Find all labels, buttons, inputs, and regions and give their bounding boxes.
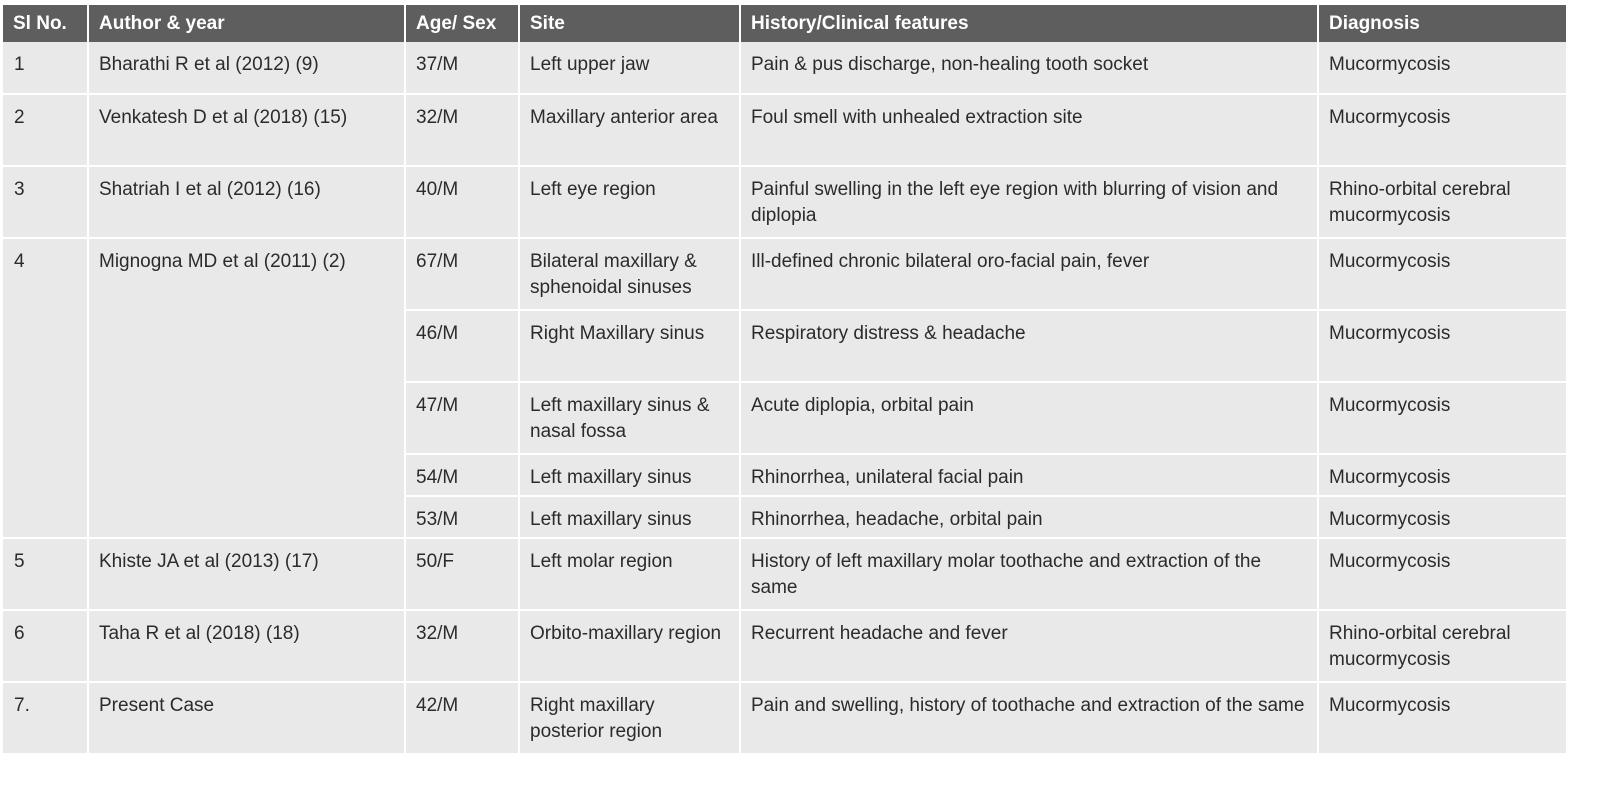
header-author-year: Author & year [88,5,405,42]
cell-site: Left upper jaw [519,42,740,94]
cell-diagnosis: Mucormycosis [1318,382,1566,454]
cell-site: Right maxillary posterior region [519,682,740,754]
cell-diagnosis: Mucormycosis [1318,42,1566,94]
cell-site: Bilateral maxillary & sphenoidal sinuses [519,238,740,310]
cell-site: Left maxillary sinus [519,454,740,496]
cell-diagnosis: Mucormycosis [1318,310,1566,382]
cell-age-sex: 67/M [405,238,519,310]
cell-age-sex: 54/M [405,454,519,496]
table-row [3,166,1566,238]
cell-diagnosis: Mucormycosis [1318,538,1566,610]
cell-author: Taha R et al (2018) (18) [88,610,405,682]
table-row [3,42,1566,94]
cell-author: Bharathi R et al (2012) (9) [88,42,405,94]
table-header [3,5,1566,42]
cell-age-sex: 32/M [405,94,519,166]
cell-site: Left molar region [519,538,740,610]
cell-site: Orbito-maxillary region [519,610,740,682]
cell-history: Recurrent headache and fever [740,610,1318,682]
cell-site: Left maxillary sinus [519,496,740,538]
cell-age-sex: 32/M [405,610,519,682]
header-sl-no: Sl No. [3,5,88,42]
cell-site: Right Maxillary sinus [519,310,740,382]
cell-history: Respiratory distress & headache [740,310,1318,382]
cell-author: Khiste JA et al (2013) (17) [88,538,405,610]
cell-history: Rhinorrhea, unilateral facial pain [740,454,1318,496]
cell-author: Shatriah I et al (2012) (16) [88,166,405,238]
table-body [3,42,1566,754]
cell-age-sex: 46/M [405,310,519,382]
cell-history: Ill-defined chronic bilateral oro-facial pain, fever [740,238,1318,310]
cell-sl-no: 4 [3,238,88,538]
cell-diagnosis: Rhino-orbital cerebral mucormycosis [1318,610,1566,682]
cell-sl-no: 7. [3,682,88,754]
header-row [3,5,1566,42]
header-site: Site [519,5,740,42]
cell-age-sex: 37/M [405,42,519,94]
cell-sl-no: 5 [3,538,88,610]
cell-author: Venkatesh D et al (2018) (15) [88,94,405,166]
cell-site: Left maxillary sinus & nasal fossa [519,382,740,454]
cell-diagnosis: Mucormycosis [1318,496,1566,538]
table-row [3,610,1566,682]
case-reports-table [3,5,1566,755]
cell-site: Maxillary anterior area [519,94,740,166]
table-row [3,238,1566,310]
cell-history: Rhinorrhea, headache, orbital pain [740,496,1318,538]
cell-sl-no: 2 [3,94,88,166]
cell-sl-no: 6 [3,610,88,682]
cell-diagnosis: Mucormycosis [1318,682,1566,754]
cell-site: Left eye region [519,166,740,238]
cell-history: Foul smell with unhealed extraction site [740,94,1318,166]
cell-sl-no: 1 [3,42,88,94]
table-row [3,682,1566,754]
cell-author: Mignogna MD et al (2011) (2) [88,238,405,538]
header-diagnosis: Diagnosis [1318,5,1566,42]
cell-diagnosis: Mucormycosis [1318,94,1566,166]
cell-history: Painful swelling in the left eye region with blurring of vision and diplopia [740,166,1318,238]
cell-diagnosis: Mucormycosis [1318,238,1566,310]
cell-history: Pain and swelling, history of toothache and extraction of the same [740,682,1318,754]
cell-age-sex: 42/M [405,682,519,754]
table-row [3,94,1566,166]
cell-age-sex: 47/M [405,382,519,454]
cell-diagnosis: Rhino-orbital cerebral mucormycosis [1318,166,1566,238]
cell-diagnosis: Mucormycosis [1318,454,1566,496]
header-history: History/Clinical features [740,5,1318,42]
cell-author: Present Case [88,682,405,754]
cell-history: Acute diplopia, orbital pain [740,382,1318,454]
table-row [3,538,1566,610]
cell-age-sex: 40/M [405,166,519,238]
cell-history: Pain & pus discharge, non-healing tooth socket [740,42,1318,94]
cell-age-sex: 53/M [405,496,519,538]
cell-history: History of left maxillary molar toothache and extraction of the same [740,538,1318,610]
cell-sl-no: 3 [3,166,88,238]
cell-age-sex: 50/F [405,538,519,610]
header-age-sex: Age/ Sex [405,5,519,42]
